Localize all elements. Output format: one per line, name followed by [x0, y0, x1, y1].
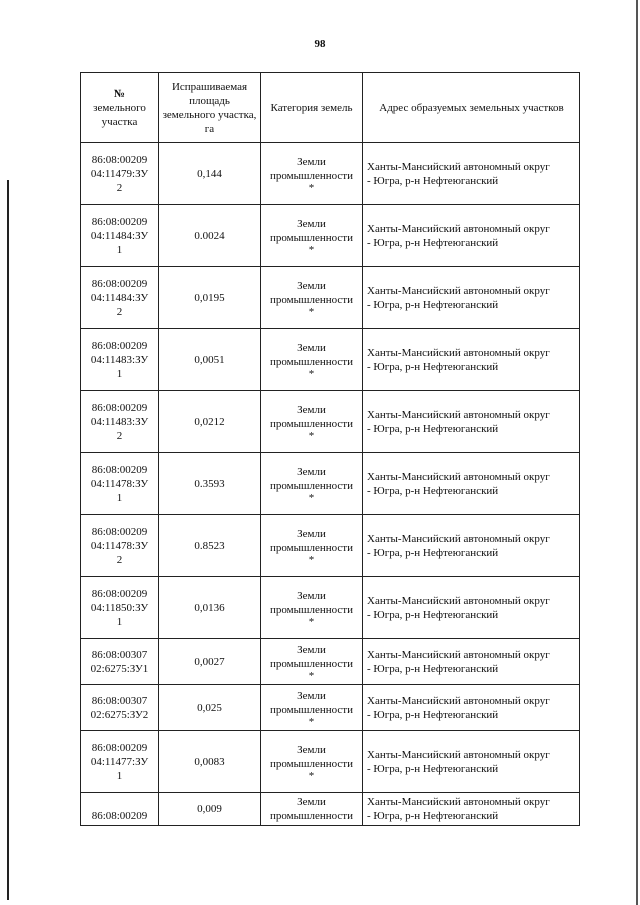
address-cell — [363, 143, 580, 205]
land-category-asterisk: * — [308, 243, 315, 256]
area-cell: 0,144 — [159, 143, 261, 205]
land-category-cell — [261, 205, 363, 267]
land-category-line: промышленности — [270, 231, 353, 244]
address-line: Ханты-Мансийский автономный округ — [367, 408, 550, 421]
land-category-line: Земли — [297, 689, 326, 702]
address-line: - Югра, р-н Нефтеюганский — [367, 298, 499, 311]
cadastral-number-line: 2 — [116, 181, 123, 194]
cadastral-number-line: 86:08:00209 — [91, 153, 148, 166]
table-row — [81, 731, 580, 793]
header-address: Адрес образуемых земельных участков — [363, 73, 580, 143]
area-cell: 0,0051 — [159, 329, 261, 391]
address-line: Ханты-Мансийский автономный округ — [367, 796, 550, 808]
land-category-cell — [261, 577, 363, 639]
cadastral-number-line: 86:08:00307 — [91, 694, 148, 707]
land-category-asterisk: * — [308, 669, 315, 682]
land-category-line: Земли — [297, 155, 326, 168]
cadastral-number-line: 04:11479:ЗУ — [90, 167, 149, 180]
land-category-cell — [261, 329, 363, 391]
cadastral-number-cell — [81, 143, 159, 205]
address-line: - Югра, р-н Нефтеюганский — [367, 422, 499, 435]
cadastral-number-line: 2 — [116, 553, 123, 566]
number-sign: № — [113, 87, 126, 100]
land-category-asterisk: * — [308, 769, 315, 782]
address-cell — [363, 685, 580, 731]
cadastral-number-line: 1 — [116, 367, 123, 380]
address-line: - Югра, р-н Нефтеюганский — [367, 662, 499, 675]
table-row — [81, 577, 580, 639]
table-row — [81, 639, 580, 685]
area-cell: 0.8523 — [159, 515, 261, 577]
area-cell: 0,025 — [159, 685, 261, 731]
address-cell — [363, 267, 580, 329]
land-category-asterisk: * — [308, 305, 315, 318]
address-cell — [363, 453, 580, 515]
land-category-cell — [261, 267, 363, 329]
right-edge-rule — [636, 0, 638, 905]
land-category-asterisk: * — [308, 367, 315, 380]
address-line: Ханты-Мансийский автономный округ — [367, 346, 550, 359]
table-row — [81, 143, 580, 205]
cadastral-number-line: 02:6275:ЗУ1 — [90, 662, 149, 675]
land-category-line: промышленности — [270, 810, 353, 822]
cadastral-number-line: 04:11484:ЗУ — [90, 229, 149, 242]
cadastral-number-line: 1 — [116, 243, 123, 256]
left-margin-rule — [7, 180, 9, 900]
address-line: Ханты-Мансийский автономный округ — [367, 694, 550, 707]
cadastral-number-line: 2 — [116, 305, 123, 318]
cadastral-number-line: 86:08:00209 — [91, 587, 148, 600]
land-category-line: промышленности — [270, 603, 353, 616]
address-cell — [363, 793, 580, 826]
cadastral-number-line: 86:08:00209 — [91, 810, 148, 822]
address-line: Ханты-Мансийский автономный округ — [367, 222, 550, 235]
address-line: - Югра, р-н Нефтеюганский — [367, 174, 499, 187]
land-category-line: промышленности — [270, 757, 353, 770]
cadastral-number-line: 04:11478:ЗУ — [90, 477, 149, 490]
header-plot-number-label: земельного участка — [93, 101, 146, 128]
area-cell: 0,0083 — [159, 731, 261, 793]
land-category-line: Земли — [297, 796, 326, 808]
cadastral-number-cell — [81, 577, 159, 639]
address-line: - Югра, р-н Нефтеюганский — [367, 360, 499, 373]
cadastral-number-cell — [81, 391, 159, 453]
table-row — [81, 685, 580, 731]
land-category-line: Земли — [297, 465, 326, 478]
cadastral-number-line: 86:08:00209 — [91, 741, 148, 754]
land-category-asterisk: * — [308, 429, 315, 442]
header-plot-number — [81, 73, 159, 143]
cadastral-number-line: 04:11478:ЗУ — [90, 539, 149, 552]
address-line: - Югра, р-н Нефтеюганский — [367, 484, 499, 497]
land-category-cell — [261, 731, 363, 793]
table-row — [81, 391, 580, 453]
land-category-line: Земли — [297, 589, 326, 602]
table-row — [81, 453, 580, 515]
address-cell — [363, 577, 580, 639]
cadastral-number-line: 1 — [116, 769, 123, 782]
address-cell — [363, 639, 580, 685]
table-row — [81, 515, 580, 577]
table-row — [81, 329, 580, 391]
land-category-line: промышленности — [270, 657, 353, 670]
land-category-line: промышленности — [270, 169, 353, 182]
land-category-asterisk: * — [308, 715, 315, 728]
address-line: - Югра, р-н Нефтеюганский — [367, 762, 499, 775]
cadastral-number-line: 04:11477:ЗУ — [90, 755, 149, 768]
header-land-category: Категория земель — [261, 73, 363, 143]
land-category-line: Земли — [297, 743, 326, 756]
area-cell: 0.3593 — [159, 453, 261, 515]
land-category-cell — [261, 515, 363, 577]
address-cell — [363, 391, 580, 453]
land-category-asterisk: * — [308, 553, 315, 566]
cadastral-number-cell — [81, 515, 159, 577]
area-cell: 0,009 — [159, 793, 261, 826]
land-category-line: промышленности — [270, 479, 353, 492]
area-cell: 0,0195 — [159, 267, 261, 329]
table-header-row — [81, 73, 580, 143]
land-category-line: Земли — [297, 403, 326, 416]
land-plots-table — [80, 72, 580, 826]
area-cell: 0,0027 — [159, 639, 261, 685]
land-category-cell — [261, 793, 363, 826]
land-category-line: Земли — [297, 279, 326, 292]
cadastral-number-line: 04:11483:ЗУ — [90, 415, 149, 428]
land-category-cell — [261, 391, 363, 453]
cadastral-number-line: 04:11483:ЗУ — [90, 353, 149, 366]
land-category-line: Земли — [297, 643, 326, 656]
area-cell: 0.0024 — [159, 205, 261, 267]
land-category-cell — [261, 453, 363, 515]
table-row — [81, 793, 580, 826]
page-number: 98 — [314, 38, 326, 50]
land-category-line: промышленности — [270, 703, 353, 716]
area-cell: 0,0136 — [159, 577, 261, 639]
cadastral-number-line: 86:08:00209 — [91, 215, 148, 228]
address-line: Ханты-Мансийский автономный округ — [367, 748, 550, 761]
address-cell — [363, 329, 580, 391]
address-line: - Югра, р-н Нефтеюганский — [367, 810, 499, 822]
land-category-asterisk: * — [308, 181, 315, 194]
land-category-line: промышленности — [270, 417, 353, 430]
land-category-line: промышленности — [270, 293, 353, 306]
land-category-cell — [261, 685, 363, 731]
address-line: - Югра, р-н Нефтеюганский — [367, 546, 499, 559]
address-line: Ханты-Мансийский автономный округ — [367, 284, 550, 297]
table-row — [81, 267, 580, 329]
cadastral-number-cell — [81, 205, 159, 267]
land-category-line: Земли — [297, 217, 326, 230]
address-cell — [363, 731, 580, 793]
cadastral-number-cell — [81, 267, 159, 329]
cadastral-number-line: 86:08:00307 — [91, 648, 148, 661]
cadastral-number-line: 86:08:00209 — [91, 277, 148, 290]
cadastral-number-cell — [81, 639, 159, 685]
address-cell — [363, 515, 580, 577]
table-row — [81, 205, 580, 267]
cadastral-number-line: 1 — [116, 491, 123, 504]
cadastral-number-line: 86:08:00209 — [91, 463, 148, 476]
cadastral-number-cell — [81, 685, 159, 731]
address-line: Ханты-Мансийский автономный округ — [367, 532, 550, 545]
address-line: - Югра, р-н Нефтеюганский — [367, 708, 499, 721]
cadastral-number-line: 86:08:00209 — [91, 339, 148, 352]
address-line: Ханты-Мансийский автономный округ — [367, 648, 550, 661]
cadastral-number-line: 04:11850:ЗУ — [90, 601, 149, 614]
land-category-asterisk: * — [308, 491, 315, 504]
cadastral-number-line: 1 — [116, 615, 123, 628]
address-cell — [363, 205, 580, 267]
land-category-line: Земли — [297, 527, 326, 540]
address-line: Ханты-Мансийский автономный округ — [367, 594, 550, 607]
address-line: Ханты-Мансийский автономный округ — [367, 470, 550, 483]
land-category-line: Земли — [297, 341, 326, 354]
cadastral-number-line: 86:08:00209 — [91, 525, 148, 538]
address-line: - Югра, р-н Нефтеюганский — [367, 608, 499, 621]
cadastral-number-line: 2 — [116, 429, 123, 442]
cadastral-number-cell — [81, 731, 159, 793]
cadastral-number-cell — [81, 793, 159, 826]
land-category-cell — [261, 143, 363, 205]
cadastral-number-cell — [81, 329, 159, 391]
address-line: Ханты-Мансийский автономный округ — [367, 160, 550, 173]
cadastral-number-line: 02:6275:ЗУ2 — [90, 708, 149, 721]
cadastral-number-line: 86:08:00209 — [91, 401, 148, 414]
cadastral-number-cell — [81, 453, 159, 515]
land-category-line: промышленности — [270, 541, 353, 554]
cadastral-number-line: 04:11484:ЗУ — [90, 291, 149, 304]
land-category-asterisk: * — [308, 615, 315, 628]
header-area: Испрашиваемая площадь земельного участка, га — [159, 73, 261, 143]
land-category-cell — [261, 639, 363, 685]
address-line: - Югра, р-н Нефтеюганский — [367, 236, 499, 249]
land-category-line: промышленности — [270, 355, 353, 368]
area-cell: 0,0212 — [159, 391, 261, 453]
